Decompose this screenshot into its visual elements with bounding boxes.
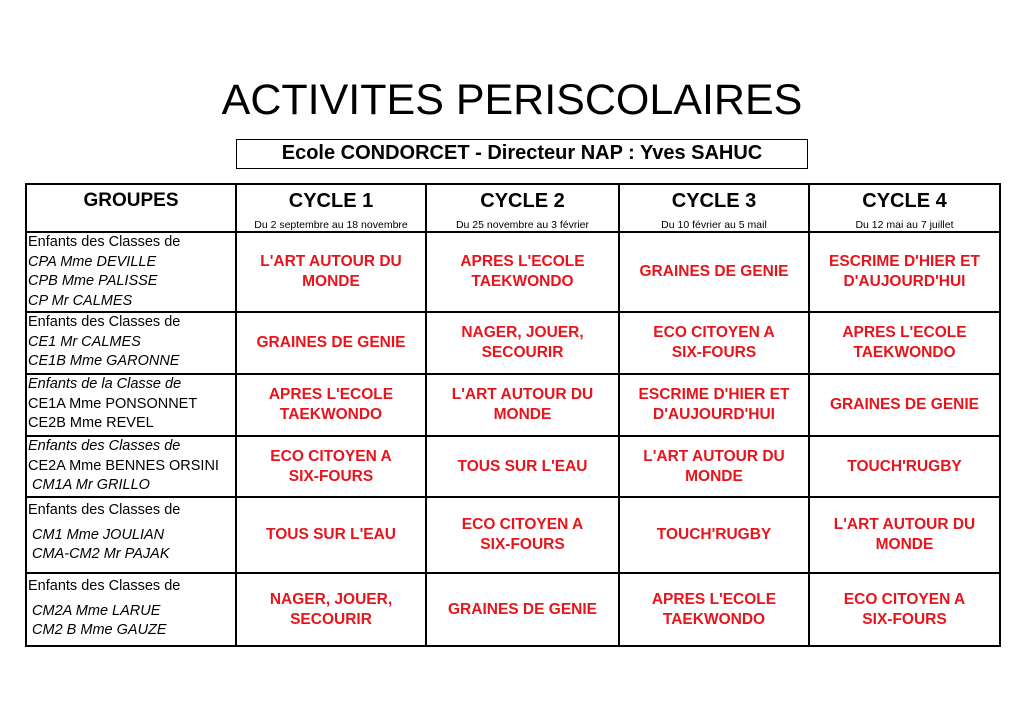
activity-line: APRES L'ECOLE <box>268 386 394 403</box>
cycle-header-cell <box>426 184 619 232</box>
group-line: CE2B Mme REVEL <box>28 415 154 431</box>
activity-cell <box>236 312 426 374</box>
activity-cell <box>426 312 619 374</box>
activity-line: APRES L'ECOLE <box>842 324 967 341</box>
group-cell <box>26 312 236 374</box>
activity-line: GRAINES DE GENIE <box>830 396 979 413</box>
activity-line: D'AUJOURD'HUI <box>843 273 966 290</box>
activity-line: L'ART AUTOUR DU <box>833 516 976 533</box>
activity-cell <box>426 232 619 312</box>
activity-cell <box>809 312 1000 374</box>
activity-line: TAEKWONDO <box>853 344 956 361</box>
group-line: Enfants des Classes de <box>28 578 181 594</box>
group-line: CM1 Mme JOULIAN <box>28 526 165 543</box>
activity-line: ECO CITOYEN A <box>461 516 584 533</box>
group-line: CM1A Mr GRILLO <box>28 477 150 493</box>
activity-line: MONDE <box>493 406 552 423</box>
table-row <box>26 232 1000 312</box>
activity-cell <box>426 497 619 573</box>
activity-cell <box>809 497 1000 573</box>
activity-line: GRAINES DE GENIE <box>256 334 406 351</box>
group-cell <box>26 232 236 312</box>
activity-cell <box>236 436 426 497</box>
activity-cell <box>809 232 1000 312</box>
table-row <box>26 312 1000 374</box>
activity-line: MONDE <box>685 467 743 485</box>
activity-line: SIX-FOURS <box>288 467 374 485</box>
cycle-title: CYCLE 3 <box>671 190 757 212</box>
table-header-row <box>26 184 1000 232</box>
activity-line: APRES L'ECOLE <box>460 253 585 270</box>
activity-cell <box>619 436 809 497</box>
cycle-dates: Du 12 mai au 7 juillet <box>855 219 954 231</box>
activities-table <box>25 183 1001 647</box>
cycle-dates: Du 2 septembre au 18 novembre <box>254 219 408 231</box>
activity-cell <box>809 436 1000 497</box>
activity-line: SIX-FOURS <box>862 610 947 628</box>
activity-cell <box>426 573 619 646</box>
activity-line: TOUS SUR L'EAU <box>457 457 588 475</box>
cycle-title: CYCLE 2 <box>480 190 565 212</box>
group-line: CP Mr CALMES <box>28 292 133 309</box>
group-line: Enfants de la Classe de <box>28 376 182 392</box>
activity-line: L'ART AUTOUR DU <box>260 253 402 270</box>
group-line: CE2A Mme BENNES ORSINI <box>28 457 219 474</box>
activity-cell <box>236 573 426 646</box>
group-cell <box>26 436 236 497</box>
activity-line: TAEKWONDO <box>662 610 766 628</box>
group-line: CMA-CM2 Mr PAJAK <box>28 546 170 562</box>
activity-line: SIX-FOURS <box>671 344 757 361</box>
cycle-header-cell <box>809 184 1000 232</box>
activity-line: TAEKWONDO <box>279 406 383 423</box>
activity-line: ECO CITOYEN A <box>270 447 392 465</box>
table-row <box>26 497 1000 573</box>
group-line: CE1 Mr CALMES <box>28 333 141 350</box>
table-row <box>26 374 1000 436</box>
group-line: Enfants des Classes de <box>28 234 181 250</box>
cycle-header-cell <box>236 184 426 232</box>
activity-line: ECO CITOYEN A <box>653 324 775 341</box>
activity-line: ECO CITOYEN A <box>843 590 966 608</box>
activity-cell <box>426 374 619 436</box>
group-line: CPB Mme PALISSE <box>28 273 158 289</box>
activity-line: GRAINES DE GENIE <box>448 600 597 618</box>
activity-line: TOUCH'RUGBY <box>847 457 962 475</box>
activity-cell <box>809 374 1000 436</box>
page-title: ACTIVITES PERISCOLAIRES <box>221 76 803 124</box>
group-line: CPA Mme DEVILLE <box>28 253 157 270</box>
activity-line: GRAINES DE GENIE <box>639 263 789 280</box>
group-line: CM2A Mme LARUE <box>28 602 161 619</box>
group-cell <box>26 497 236 573</box>
activity-cell <box>619 374 809 436</box>
group-cell <box>26 573 236 646</box>
activity-line: NAGER, JOUER, <box>269 590 393 608</box>
activity-cell <box>236 497 426 573</box>
cycle-dates: Du 10 février au 5 mail <box>661 219 767 231</box>
groups-header: GROUPES <box>83 190 179 211</box>
group-line: CE1A Mme PONSONNET <box>28 395 198 412</box>
group-line: Enfants des Classes de <box>28 438 181 454</box>
activity-line: MONDE <box>302 273 360 290</box>
activity-cell <box>619 573 809 646</box>
group-line: Enfants des Classes de <box>28 502 181 518</box>
activity-cell <box>619 497 809 573</box>
activity-line: TOUS SUR L'EAU <box>266 526 396 543</box>
activity-cell <box>809 573 1000 646</box>
group-line: CM2 B Mme GAUZE <box>28 622 167 638</box>
activity-line: L'ART AUTOUR DU <box>451 386 594 403</box>
activity-line: APRES L'ECOLE <box>651 590 777 608</box>
activity-line: MONDE <box>875 536 934 553</box>
cycle-title: CYCLE 1 <box>288 190 374 212</box>
activity-line: ESCRIME D'HIER ET <box>638 386 790 403</box>
group-cell <box>26 374 236 436</box>
cycle-header-cell <box>619 184 809 232</box>
group-line: CE1B Mme GARONNE <box>28 353 180 369</box>
activity-cell <box>426 436 619 497</box>
table-row <box>26 573 1000 646</box>
cycle-dates: Du 25 novembre au 3 février <box>455 219 590 231</box>
group-line: Enfants des Classes de <box>28 314 181 330</box>
activity-cell <box>236 232 426 312</box>
activity-cell <box>619 312 809 374</box>
table-row <box>26 436 1000 497</box>
activity-line: TAEKWONDO <box>471 273 574 290</box>
activity-line: SIX-FOURS <box>480 536 565 553</box>
activity-line: SECOURIR <box>290 610 372 628</box>
school-director-box: Ecole CONDORCET - Directeur NAP : Yves SAHUC <box>236 139 808 169</box>
cycle-title: CYCLE 4 <box>862 190 947 212</box>
activity-line: ESCRIME D'HIER ET <box>829 253 980 270</box>
activity-line: D'AUJOURD'HUI <box>653 406 775 423</box>
activity-cell <box>236 374 426 436</box>
activity-line: TOUCH'RUGBY <box>656 526 772 543</box>
activity-cell <box>619 232 809 312</box>
activity-line: SECOURIR <box>481 344 564 361</box>
activity-line: L'ART AUTOUR DU <box>643 447 785 465</box>
groups-header-cell <box>26 184 236 232</box>
activity-line: NAGER, JOUER, <box>461 324 584 341</box>
